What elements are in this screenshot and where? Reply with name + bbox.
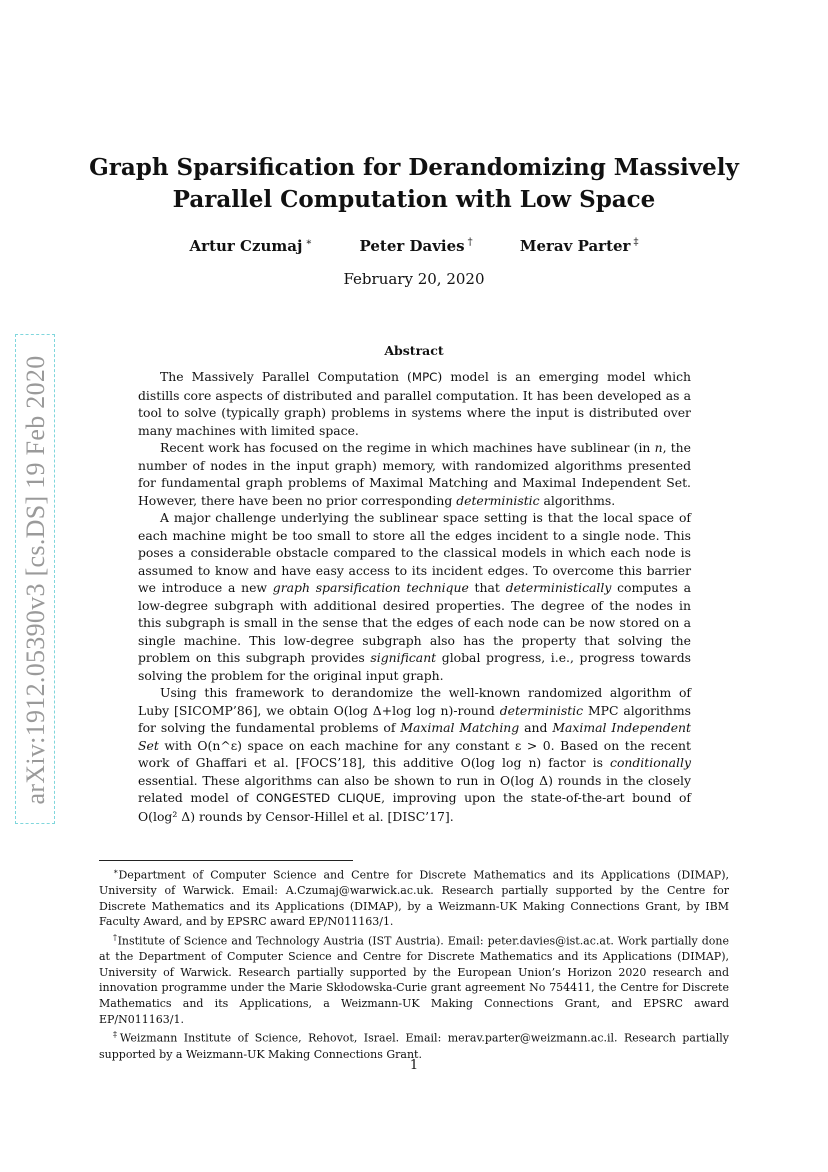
paper-title (60, 152, 768, 216)
author (520, 233, 639, 256)
math-expression: O(n^ε) (197, 737, 242, 753)
math-variable: n (654, 440, 663, 455)
text-run: global progress, i.e., progress towards solving the problem for the original input graph. (138, 650, 691, 683)
footnote-text: Institute of Science and Technology Austria (IST Austria). Email: peter.davies@ist.ac.at. Work partially done at the Department of Computer Science and Centre for Discrete Mathematics and its Applications (DIMAP), University of Warwick. Research partially supported by the European Union’s Horizon 2020 research and innovation programme under the Marie Skłodowska-Curie grant agreement No 754411, the Centre for Discrete Mathematics and its Applications, a Weizmann-UK Making Connections Grant, and EPSRC award EP/N011163/1. (99, 934, 730, 1026)
footnote (99, 930, 729, 1027)
footnote-mark: ‡ (113, 1030, 120, 1040)
text-run: space on each machine for any constant (242, 737, 515, 753)
text-run: rounds in the closely related model of (138, 772, 691, 805)
page-number: 1 (409, 1058, 419, 1073)
footnote (99, 1027, 729, 1062)
author (359, 233, 472, 256)
math-expression: O(log Δ+log log n) (333, 702, 454, 718)
congested-clique-term: CONGESTED CLIQUE (255, 791, 382, 805)
math-expression: O(log log n) (460, 755, 542, 770)
footnote (99, 864, 729, 930)
author-footnote-mark: ∗ (305, 237, 313, 248)
text-run: -round (453, 702, 500, 718)
author-footnote-mark: † (467, 237, 473, 248)
footnote-mark: ∗ (113, 867, 119, 876)
text-run: factor is (541, 755, 610, 770)
emphasis: deterministically (505, 580, 612, 595)
arxiv-stamp (15, 334, 55, 824)
text-run: essential. These algorithms can also be shown to run in (138, 772, 500, 788)
author-name: Merav Parter (519, 237, 631, 255)
author-list (60, 233, 768, 256)
publication-date: February 20, 2020 (343, 270, 485, 288)
abstract-paragraph (138, 684, 691, 825)
author-name: Artur Czumaj (189, 237, 303, 255)
text-run: A major challenge underlying the sublinear space setting is that the local space of each machine might be too small to store all the edges incident to a single node. This poses a considerable obstacle compared to the classical models in which each node is assumed to know and have easy access to its incident edges. To overcome this barrier we introduce a new (138, 510, 691, 595)
footnote-text: Department of Computer Science and Centre for Discrete Mathematics and its Applications (DIMAP), University of Warwick. Email: A.Czumaj@warwick.ac.uk. Research partially supported by the Centre for Discrete Mathematics and its Applications (DIMAP), by a Weizmann-UK Making Connections Grant, by IBM Faculty Award, and by EPSRC award EP/N011163/1. (99, 868, 729, 929)
footnote-mark: † (113, 933, 118, 943)
text-run: The Massively Parallel Computation ( (160, 369, 412, 384)
paper-title-line-1: Graph Sparsification for Derandomizing Massively (89, 154, 739, 181)
text-run: , improving upon the state-of-the-art bound of (381, 790, 691, 805)
text-run: , the number of nodes in the input graph) memory, with randomized algorithms presented for fundamental graph problems of Maximal Matching and Maximal Independent Set. However, there have been no prior corresponding (138, 440, 691, 508)
abstract-body (138, 368, 691, 825)
mpc-term: MPC (411, 370, 438, 384)
footnotes (99, 864, 729, 1062)
text-run: Using this framework to derandomize the well-known randomized algorithm of Luby [SICOMP’86], we obtain (138, 685, 691, 718)
abstract-heading: Abstract (384, 343, 444, 358)
author-footnote-mark: ‡ (633, 237, 639, 248)
paper-title-line-2: Parallel Computation with Low Space (172, 186, 656, 213)
text-run: that (468, 580, 506, 595)
footnote-divider (99, 860, 353, 861)
text-run: Recent work has focused on the regime in which machines have sublinear (in (160, 440, 655, 455)
abstract-paragraph (138, 439, 691, 509)
text-run: algorithms. (539, 492, 616, 508)
text-run: computes a low-degree subgraph with additional desired properties. The degree of the nodes in this subgraph is small in the sense that the edges of each node can be now stored on a single machine. This low-degree subgraph also has the property that solving the problem on this subgraph provides (138, 580, 691, 665)
emphasis: conditionally (610, 755, 691, 770)
abstract-paragraph (138, 509, 691, 684)
text-run: ) model is an emerging model which distills core aspects of distributed and parallel computation. It has been developed as a tool to solve (typically graph) problems in systems where the input is distributed over many machines with limited space. (138, 369, 691, 438)
text-run: rounds by Censor-Hillel et al. [DISC’17]. (195, 808, 454, 824)
footnote-text: Weizmann Institute of Science, Rehovot, Israel. Email: merav.parter@weizmann.ac.il. Research partially supported by a Weizmann-UK Making Connections Grant. (99, 1031, 729, 1061)
emphasis: significant (370, 650, 437, 665)
emphasis: deterministic (499, 702, 584, 718)
emphasis: deterministic (456, 492, 540, 508)
math-expression: ε > 0 (514, 737, 551, 753)
text-run: . Based on the recent work of Ghaffari et al. [FOCS’18], this additive (138, 737, 692, 770)
math-expression: O(log² Δ) (138, 808, 196, 824)
text-run: with (158, 737, 198, 753)
emphasis: Maximal Independent Set (138, 720, 691, 753)
emphasis: graph sparsification technique (272, 580, 469, 595)
emphasis: Maximal Matching (400, 720, 520, 735)
arxiv-identifier: arXiv:1912.05390v3 [cs.DS] 19 Feb 2020 (21, 355, 50, 805)
author (190, 233, 313, 256)
math-expression: O(log Δ) (499, 772, 553, 788)
author-name: Peter Davies (359, 237, 465, 255)
abstract-paragraph (138, 368, 691, 439)
text-run: and (519, 720, 553, 735)
text-run: MPC algorithms for solving the fundamental problems of (138, 702, 692, 735)
